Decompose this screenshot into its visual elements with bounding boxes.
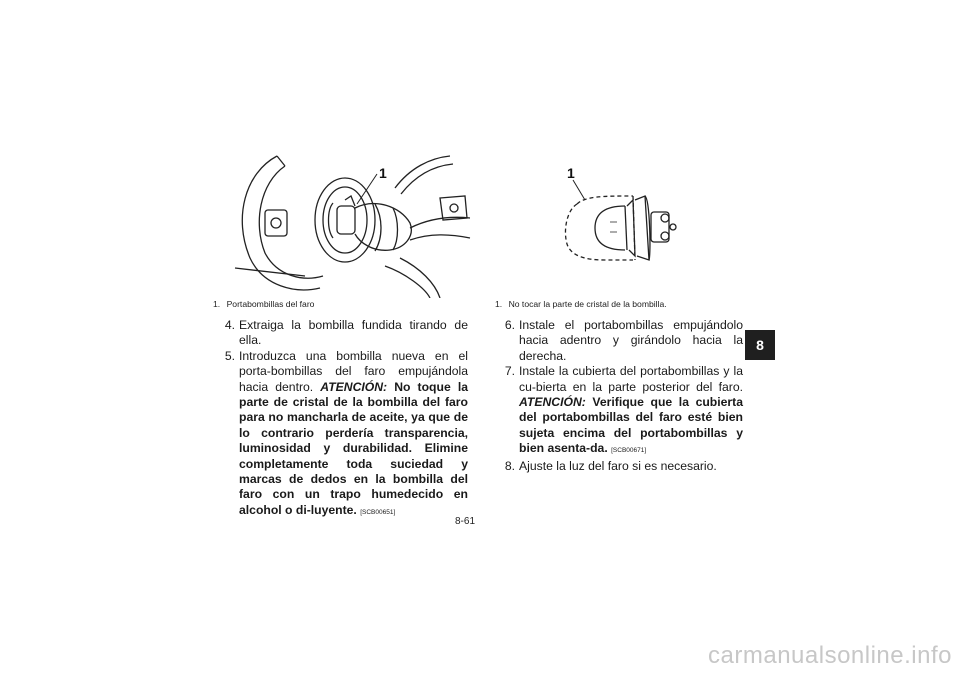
reference-code: [SCB00651] (360, 508, 396, 516)
caution-label: ATENCIÓN: (519, 395, 586, 410)
step-number: 8. (504, 458, 515, 473)
step-7 (497, 364, 743, 458)
right-caption-text: No tocar la parte de cristal de la bombilla. (508, 299, 667, 309)
left-column (217, 318, 468, 520)
step-6 (497, 318, 743, 364)
caution-note (239, 380, 468, 517)
left-caption-number: 1. (213, 299, 221, 309)
caution-label: ATENCIÓN: (320, 379, 388, 394)
step-8 (497, 459, 743, 474)
step-text (519, 364, 743, 458)
reference-code: [SCB00671] (611, 447, 647, 455)
step-text: Ajuste la luz del faro si es necesario. (519, 458, 717, 473)
step-text (239, 349, 468, 520)
caution-text: No toque la parte de cristal de la bombilla del faro para no mancharla de aceite, ya que de lo contrario perdería transparencia, luminosidad y durabilidad. Elimine completamente toda suciedad y marcas de dedos en la bombilla del faro con un trapo humedecido en alcohol o di-luyente. (239, 379, 468, 517)
bulb-illustration (555, 160, 695, 270)
step-number: 5. (224, 348, 235, 363)
section-tab: 8 (745, 330, 775, 360)
step-number: 4. (224, 318, 235, 332)
step-5 (217, 349, 468, 520)
headlight-holder-illustration (225, 148, 475, 298)
step-body: Introduzca una bombilla nueva en el porta-bombillas del faro empujándola hacia dentro. (239, 348, 468, 394)
step-text: Extraiga la bombilla fundida tirando de ella. (239, 318, 468, 348)
right-caption-number: 1. (495, 299, 503, 309)
left-figure-caption (213, 299, 314, 309)
step-number: 7. (504, 364, 515, 379)
left-figure-callout: 1 (379, 165, 387, 181)
left-caption-text: Portabombillas del faro (226, 299, 315, 309)
right-figure-caption (495, 299, 667, 309)
site-watermark: carmanualsonline.info (708, 642, 952, 669)
right-column (497, 318, 743, 474)
step-text: Instale el portabombillas empujándolo hacia adentro y girándolo hacia la derecha. (519, 318, 743, 363)
caution-text: Verifique que la cubierta del portabombillas del faro esté bien sujeta encima del portabombillas y bien asenta-da. (519, 395, 743, 456)
step-body: Instale la cubierta del portabombillas y la cu-bierta en la parte posterior del faro. (519, 364, 743, 394)
right-figure-callout: 1 (567, 165, 575, 181)
page-number: 8-61 (455, 516, 476, 527)
step-4 (217, 318, 468, 349)
step-number: 6. (504, 318, 515, 332)
